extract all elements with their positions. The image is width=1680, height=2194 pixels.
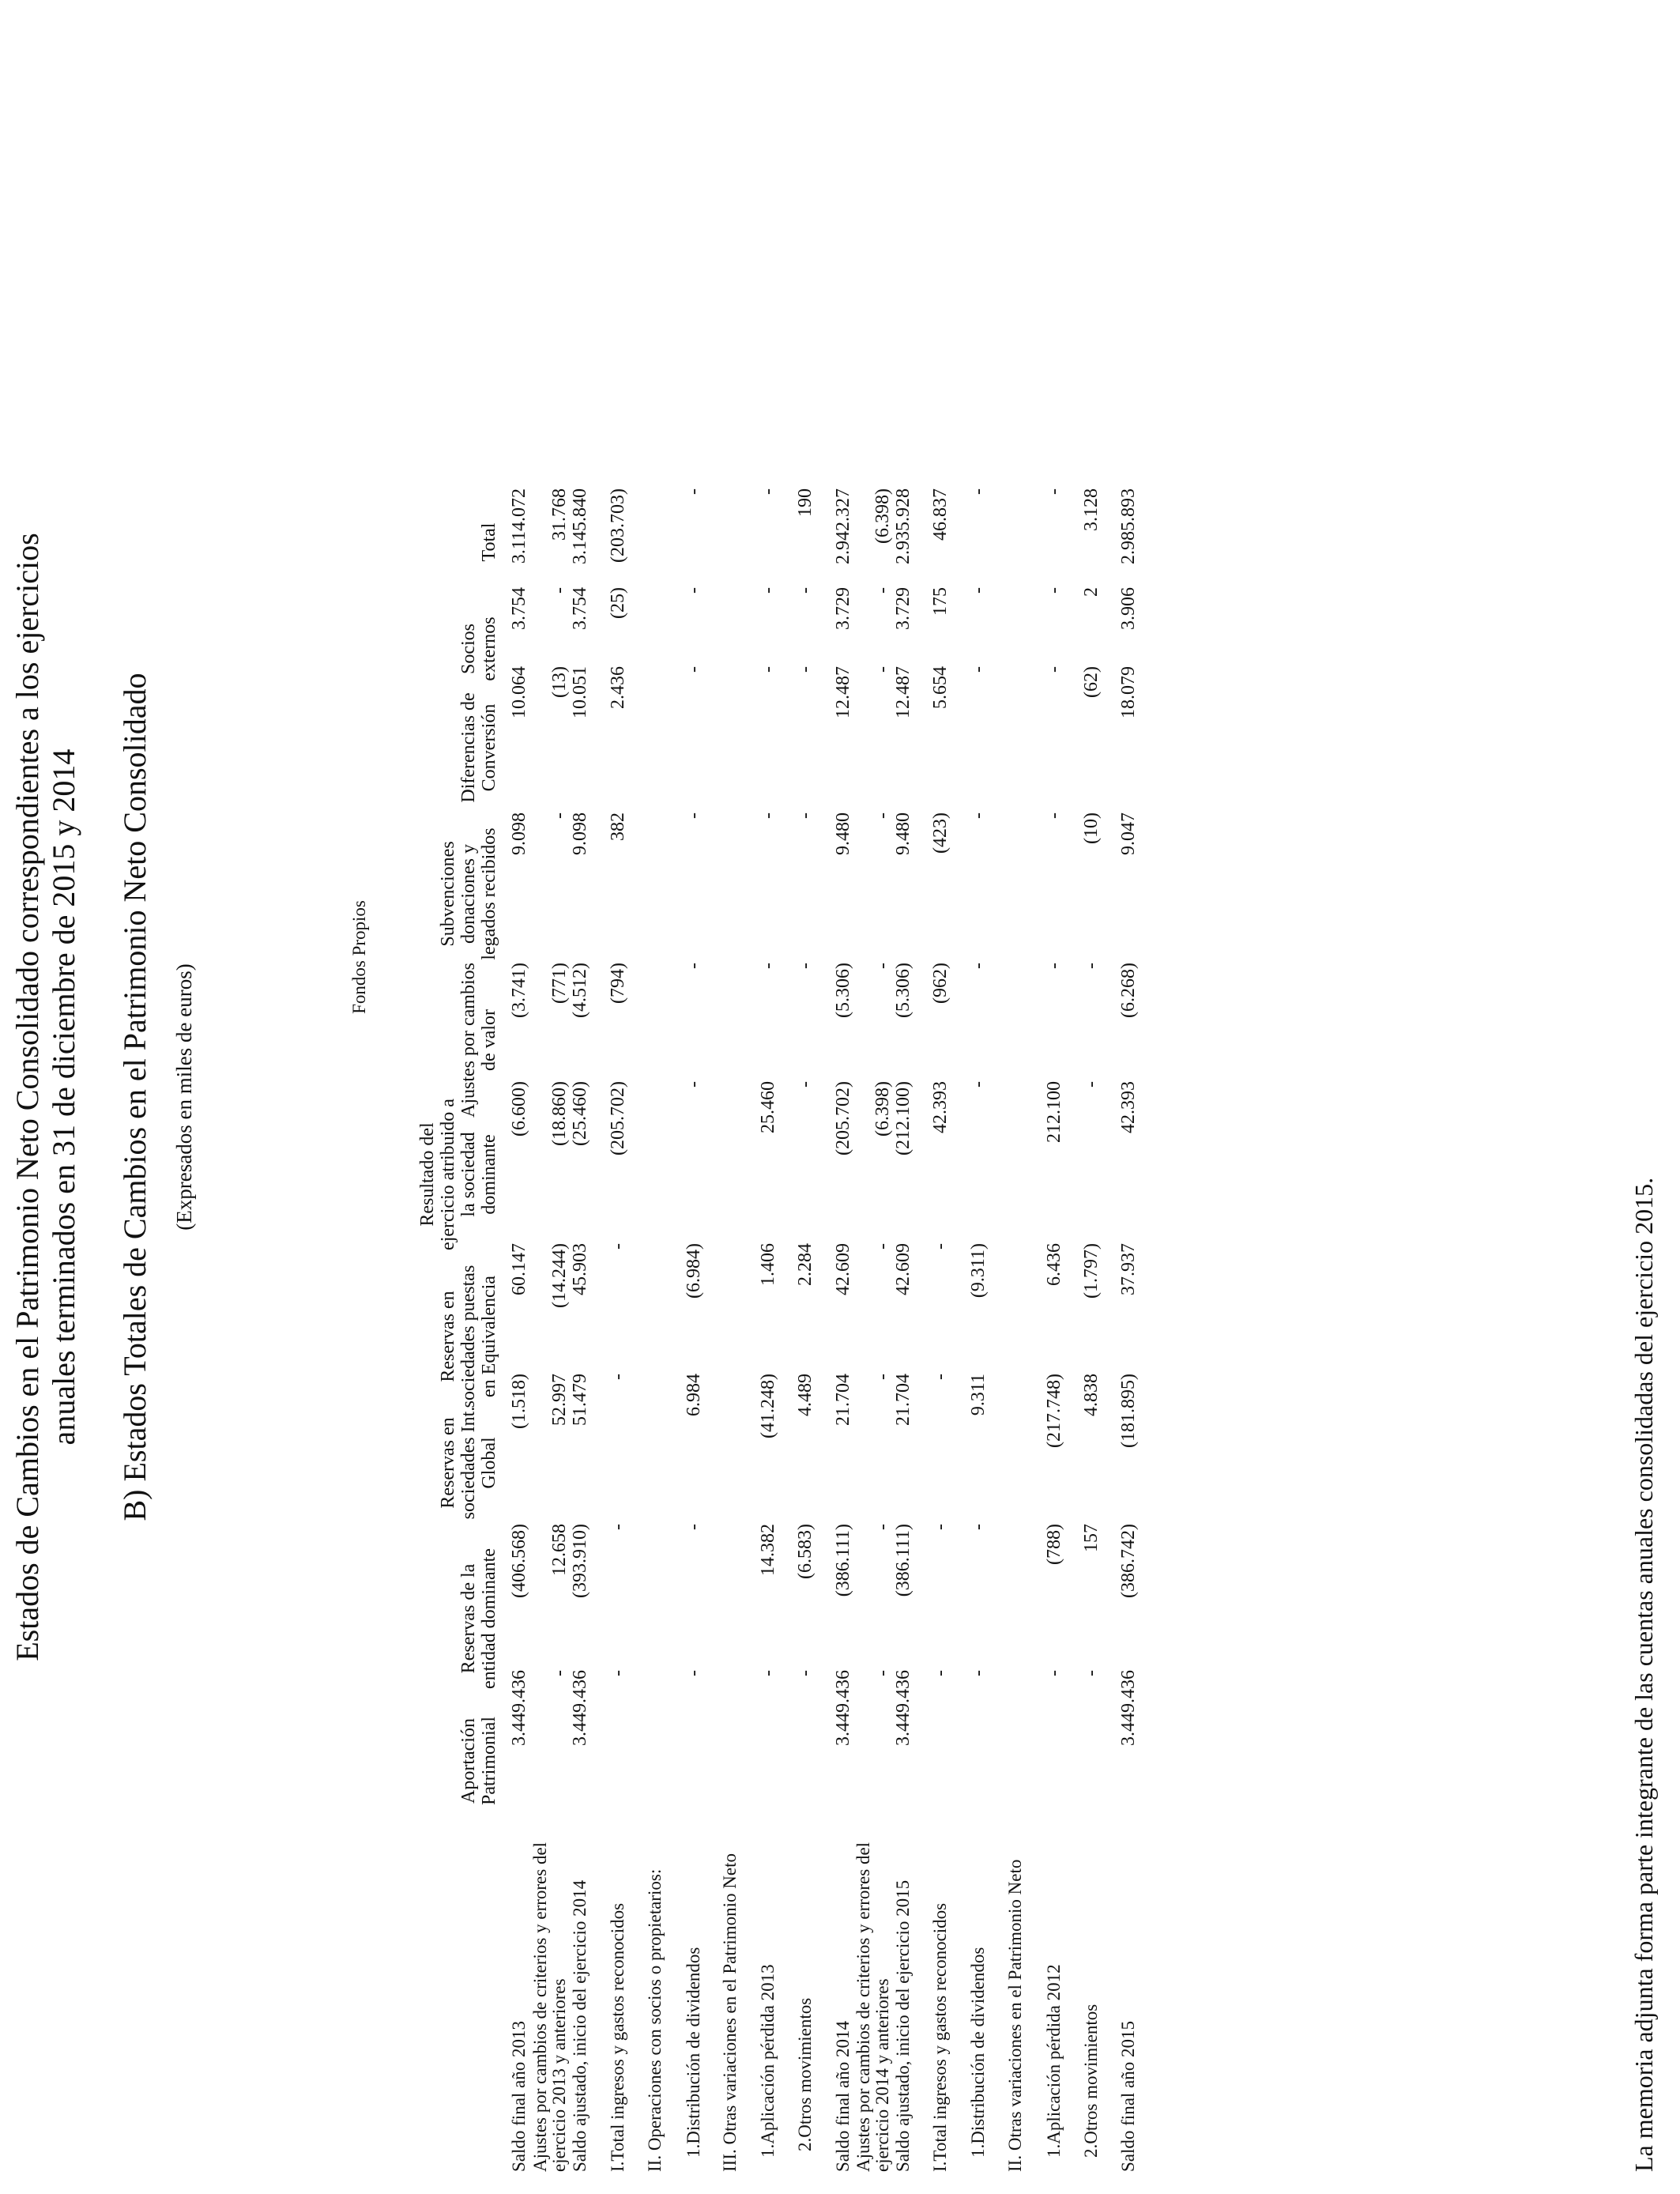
cell-value: - — [930, 1374, 951, 1380]
cell-value: - — [1044, 1670, 1064, 1676]
cell-value: - — [684, 1081, 704, 1088]
cell-value: 2.942.327 — [833, 488, 853, 564]
cell-value: (10) — [1081, 812, 1102, 844]
cell-value: 10.051 — [570, 666, 590, 718]
cell-value: (3.741) — [509, 963, 529, 1018]
cell-value: (962) — [930, 963, 951, 1004]
cell-value: - — [758, 1670, 778, 1676]
cell-value: - — [1044, 488, 1064, 495]
cell-value: 9.098 — [570, 812, 590, 855]
cell-value: - — [968, 812, 989, 819]
cell-value: 9.047 — [1118, 812, 1139, 855]
cell-value: 3.449.436 — [833, 1670, 853, 1746]
cell-value: (181.895) — [1118, 1374, 1139, 1448]
cell-value: - — [968, 1670, 989, 1676]
cell-value: - — [758, 812, 778, 819]
units-note: (Expresados en miles de euros) — [172, 963, 196, 1231]
cell-value: - — [872, 1374, 893, 1380]
cell-value: 9.480 — [833, 812, 853, 855]
cell-value: 5.654 — [930, 666, 951, 709]
cell-value: 3.449.436 — [509, 1670, 529, 1746]
cell-value: (6.984) — [684, 1243, 704, 1299]
cell-value: (5.306) — [833, 963, 853, 1018]
row-label: Saldo ajustado, inicio del ejercicio 2014 — [570, 1879, 590, 2172]
cell-value: (4.512) — [570, 963, 590, 1018]
column-header: Reservas en sociedades Int. Global — [438, 1406, 499, 1520]
cell-value: (6.600) — [509, 1081, 529, 1137]
cell-value: (794) — [608, 963, 628, 1004]
cell-value: 9.098 — [509, 812, 529, 855]
cell-value: - — [930, 1524, 951, 1530]
cell-value: 9.311 — [968, 1374, 989, 1416]
cell-value: 52.997 — [549, 1374, 570, 1426]
cell-value: 10.064 — [509, 666, 529, 718]
cell-value: - — [608, 1243, 628, 1250]
cell-value: 42.393 — [1118, 1081, 1139, 1133]
cell-value: 6.436 — [1044, 1243, 1064, 1286]
cell-value: 175 — [930, 587, 951, 616]
column-header: Total — [479, 522, 499, 562]
row-label: Ajustes por cambios de criterios y errores del ejercicio 2014 y anteriores — [853, 1842, 892, 2172]
row-label: I.Total ingresos y gastos reconocidos — [930, 1902, 950, 2172]
cell-value: - — [968, 1524, 989, 1530]
cell-value: - — [1081, 963, 1102, 969]
cell-value: - — [684, 1670, 704, 1676]
column-header: Reservas de la entidad dominante — [458, 1548, 499, 1689]
cell-value: 157 — [1081, 1524, 1102, 1552]
cell-value: 42.609 — [893, 1243, 913, 1295]
column-header: Socios externos — [458, 616, 499, 681]
row-label: Ajustes por cambios de criterios y errores del ejercicio 2013 y anteriores — [530, 1842, 569, 2172]
row-label: 2.Otros movimientos — [1081, 2004, 1101, 2158]
cell-value: - — [549, 587, 570, 594]
cell-value: 2.985.893 — [1118, 488, 1139, 564]
cell-value: 2.436 — [608, 666, 628, 709]
row-label: 1.Aplicación pérdida 2012 — [1044, 1964, 1064, 2158]
cell-value: - — [795, 812, 816, 819]
cell-value: (788) — [1044, 1524, 1064, 1565]
column-header: Diferencias de Conversión — [458, 692, 499, 803]
row-label: Saldo ajustado, inicio del ejercicio 2015 — [893, 1879, 913, 2172]
cell-value: 212.100 — [1044, 1081, 1064, 1143]
cell-value: - — [549, 1670, 570, 1676]
cell-value: (6.398) — [872, 1081, 893, 1137]
cell-value: 51.479 — [570, 1374, 590, 1426]
cell-value: - — [872, 666, 893, 673]
row-label: 1.Distribución de dividendos — [684, 1947, 703, 2158]
cell-value: - — [795, 963, 816, 969]
cell-value: 3.754 — [570, 587, 590, 630]
cell-value: (386.111) — [833, 1524, 853, 1597]
cell-value: 37.937 — [1118, 1243, 1139, 1295]
cell-value: 3.145.840 — [570, 488, 590, 564]
cell-value: (203.703) — [608, 488, 628, 563]
cell-value: 2.935.928 — [893, 488, 913, 564]
cell-value: 42.393 — [930, 1081, 951, 1133]
cell-value: 21.704 — [893, 1374, 913, 1426]
cell-value: - — [930, 1670, 951, 1676]
cell-value: (1.518) — [509, 1374, 529, 1429]
cell-value: 12.658 — [549, 1524, 570, 1576]
cell-value: - — [608, 1524, 628, 1530]
cell-value: 25.460 — [758, 1081, 778, 1133]
cell-value: - — [968, 963, 989, 969]
cell-value: 3.729 — [893, 587, 913, 630]
group-header-fondos-propios: Fondos Propios — [349, 900, 369, 1014]
row-label: II. Otras variaciones en el Patrimonio Neto — [1005, 1859, 1025, 2172]
cell-value: 12.487 — [833, 666, 853, 718]
cell-value: - — [1044, 963, 1064, 969]
cell-value: - — [968, 488, 989, 495]
cell-value: - — [1044, 812, 1064, 819]
cell-value: - — [930, 1243, 951, 1250]
cell-value: 382 — [608, 812, 628, 841]
row-label: 1.Distribución de dividendos — [968, 1947, 988, 2158]
cell-value: - — [1044, 587, 1064, 594]
cell-value: 3.449.436 — [570, 1670, 590, 1746]
row-label: I.Total ingresos y gastos reconocidos — [608, 1902, 627, 2172]
row-label: Saldo final año 2014 — [833, 2021, 853, 2172]
row-label: Saldo final año 2013 — [509, 2021, 529, 2172]
cell-value: 2 — [1081, 587, 1102, 597]
row-label: II. Operaciones con socios o propietarios: — [645, 1868, 665, 2172]
cell-value: - — [968, 1081, 989, 1088]
row-label: III. Otras variaciones en el Patrimonio Neto — [720, 1853, 740, 2172]
column-header: Subvenciones donaciones y legados recibidos — [438, 827, 499, 960]
cell-value: (13) — [549, 666, 570, 698]
cell-value: 3.906 — [1118, 587, 1139, 630]
cell-value: (25) — [608, 587, 628, 619]
cell-value: (6.583) — [795, 1524, 816, 1579]
cell-value: 4.838 — [1081, 1374, 1102, 1416]
cell-value: - — [684, 488, 704, 495]
cell-value: - — [872, 587, 893, 594]
cell-value: 3.449.436 — [1118, 1670, 1139, 1746]
cell-value: (5.306) — [893, 963, 913, 1018]
cell-value: 42.609 — [833, 1243, 853, 1295]
cell-value: (14.244) — [549, 1243, 570, 1308]
cell-value: - — [968, 666, 989, 673]
cell-value: 60.147 — [509, 1243, 529, 1295]
cell-value: (393.910) — [570, 1524, 590, 1598]
cell-value: - — [549, 812, 570, 819]
cell-value: 21.704 — [833, 1374, 853, 1426]
cell-value: (386.111) — [893, 1524, 913, 1597]
column-header: Resultado del ejercicio atribuido a la sociedad dominante — [417, 1099, 499, 1250]
cell-value: - — [684, 666, 704, 673]
cell-value: - — [608, 1374, 628, 1380]
cell-value: - — [1081, 1670, 1102, 1676]
cell-value: (771) — [549, 963, 570, 1004]
cell-value: - — [872, 963, 893, 969]
cell-value: (406.568) — [509, 1524, 529, 1598]
cell-value: 9.480 — [893, 812, 913, 855]
cell-value: 4.489 — [795, 1374, 816, 1416]
cell-value: - — [758, 587, 778, 594]
cell-value: 45.903 — [570, 1243, 590, 1295]
cell-value: - — [795, 1081, 816, 1088]
row-label: 1.Aplicación pérdida 2013 — [758, 1964, 778, 2158]
cell-value: 190 — [795, 488, 816, 517]
cell-value: (386.742) — [1118, 1524, 1139, 1598]
cell-value: 3.729 — [833, 587, 853, 630]
cell-value: - — [872, 1670, 893, 1676]
cell-value: (423) — [930, 812, 951, 854]
cell-value: - — [872, 1243, 893, 1250]
column-header: Reservas en sociedades puestas en Equivalencia — [438, 1265, 499, 1408]
cell-value: 1.406 — [758, 1243, 778, 1286]
cell-value: (62) — [1081, 666, 1102, 698]
footer-note: La memoria adjunta forma parte integrante de las cuentas anuales consolidadas del ejercicio 2015. — [1629, 1177, 1658, 2172]
cell-value: (212.100) — [893, 1081, 913, 1155]
title-line-2: anuales terminados en 31 de diciembre de 2015 y 2014 — [46, 748, 81, 1446]
cell-value: 3.449.436 — [893, 1670, 913, 1746]
column-header: Ajustes por cambios de valor — [458, 963, 499, 1118]
statement-title — [9, 0, 82, 2194]
column-header: Aportación Patrimonial — [458, 1717, 499, 1805]
cell-value: 3.128 — [1081, 488, 1102, 531]
cell-value: (6.268) — [1118, 963, 1139, 1018]
cell-value: - — [872, 812, 893, 819]
cell-value: 14.382 — [758, 1524, 778, 1576]
cell-value: - — [795, 1670, 816, 1676]
row-label: Saldo final año 2015 — [1118, 2021, 1138, 2172]
cell-value: - — [608, 1670, 628, 1676]
cell-value: 12.487 — [893, 666, 913, 718]
cell-value: 31.768 — [549, 488, 570, 541]
cell-value: - — [968, 587, 989, 594]
cell-value: - — [684, 587, 704, 594]
cell-value: 18.079 — [1118, 666, 1139, 718]
cell-value: - — [1044, 666, 1064, 673]
cell-value: (217.748) — [1044, 1374, 1064, 1448]
cell-value: (9.311) — [968, 1243, 989, 1299]
cell-value: 3.754 — [509, 587, 529, 630]
cell-value: - — [684, 1524, 704, 1530]
statement-subtitle: B) Estados Totales de Cambios en el Patrimonio Neto Consolidado — [117, 673, 153, 1521]
cell-value: (1.797) — [1081, 1243, 1102, 1299]
row-label: 2.Otros movimientos — [795, 1997, 815, 2151]
cell-value: - — [758, 488, 778, 495]
cell-value: - — [795, 666, 816, 673]
cell-value: 2.284 — [795, 1243, 816, 1286]
cell-value: (205.702) — [833, 1081, 853, 1155]
cell-value: - — [684, 812, 704, 819]
cell-value: - — [758, 666, 778, 673]
cell-value: (205.702) — [608, 1081, 628, 1155]
cell-value: 46.837 — [930, 488, 951, 541]
cell-value: (18.860) — [549, 1081, 570, 1146]
cell-value: - — [795, 587, 816, 594]
cell-value: 6.984 — [684, 1374, 704, 1416]
cell-value: - — [1081, 1081, 1102, 1088]
cell-value: (25.460) — [570, 1081, 590, 1146]
cell-value: 3.114.072 — [509, 488, 529, 564]
cell-value: - — [684, 963, 704, 969]
title-line-1: Estados de Cambios en el Patrimonio Neto Consolidado correspondientes a los ejercicios — [9, 533, 45, 1661]
cell-value: (41.248) — [758, 1374, 778, 1438]
cell-value: - — [758, 963, 778, 969]
cell-value: - — [872, 1524, 893, 1530]
cell-value: (6.398) — [872, 488, 893, 544]
